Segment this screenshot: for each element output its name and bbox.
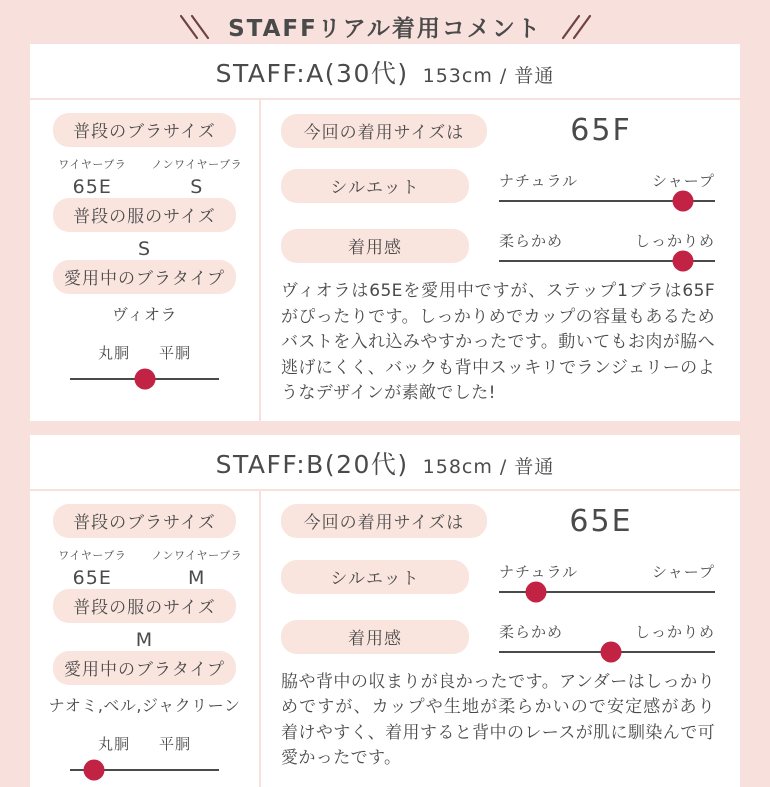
non-wire-bra-label: ノンワイヤーブラ xyxy=(151,158,243,171)
torso-right-label: 平胴 xyxy=(158,344,191,362)
staff-a-profile: 153cm / 普通 xyxy=(422,65,555,87)
favorite-bra-type-label: 愛用中のブラタイプ xyxy=(53,260,236,294)
staff-b-card xyxy=(30,435,740,787)
staff-a-name: STAFF:A(30代) xyxy=(215,59,409,88)
fit-scale-line xyxy=(499,260,715,262)
staff-a-size-panel xyxy=(30,100,261,421)
clothes-size-value: M xyxy=(135,628,154,651)
wire-bra-col xyxy=(40,156,145,198)
wire-bra-label: ワイヤーブラ xyxy=(58,158,127,171)
silhouette-scale-line xyxy=(499,591,715,593)
silhouette-scale-marker xyxy=(672,191,693,212)
wearing-size-value: 65F xyxy=(570,113,632,148)
wire-bra-size-value: 65E xyxy=(72,176,112,198)
fit-scale xyxy=(499,230,715,262)
silhouette-scale-line xyxy=(499,200,715,202)
usual-clothes-size-label: 普段の服のサイズ xyxy=(53,198,236,232)
torso-left-label: 丸胴 xyxy=(98,734,131,753)
page-title-row xyxy=(0,0,770,44)
torso-left-label: 丸胴 xyxy=(98,344,131,362)
fit-label: 着用感 xyxy=(281,229,469,263)
bra-type-value: ヴィオラ xyxy=(111,305,178,324)
fit-scale-line xyxy=(499,651,715,653)
page-title: STAFFリアル着用コメント xyxy=(228,16,542,42)
torso-scale-marker xyxy=(134,369,155,390)
staff-b-header xyxy=(30,435,740,489)
silhouette-label: シルエット xyxy=(281,560,469,594)
torso-shape-scale xyxy=(70,733,219,771)
wearing-size-value: 65E xyxy=(569,503,633,539)
silhouette-row xyxy=(281,169,715,203)
staff-a-card xyxy=(30,44,740,421)
silhouette-left-label: ナチュラル xyxy=(499,562,579,581)
left-double-backslash-icon xyxy=(178,13,210,41)
fit-scale xyxy=(499,621,715,653)
fit-right-label: しっかりめ xyxy=(634,622,715,641)
staff-a-header xyxy=(30,44,740,98)
non-wire-bra-size-value: S xyxy=(190,176,204,198)
fit-scale-marker xyxy=(672,251,693,272)
wearing-size-label: 今回の着用サイズは xyxy=(281,114,487,148)
silhouette-scale xyxy=(499,170,715,202)
wire-bra-size-value: 65E xyxy=(72,566,112,589)
non-wire-bra-label: ノンワイヤーブラ xyxy=(151,548,243,562)
silhouette-right-label: シャープ xyxy=(652,172,715,190)
fit-row xyxy=(281,620,715,654)
wearing-size-row xyxy=(281,504,715,539)
silhouette-scale xyxy=(499,561,715,593)
staff-a-comment: ヴィオラは65Eを愛用中ですが、ステップ1ブラは65Fがぴったりです。しっかりめでカップの容量もあるためバストを入れ込みやすかったです。動いてもお肉が脇へ逃げにくく、バックも背中スッキリでランジェリーのようなデザインが素敵でした! xyxy=(281,281,715,403)
usual-clothes-size-label: 普段の服のサイズ xyxy=(53,589,236,623)
fit-label: 着用感 xyxy=(281,620,469,654)
staff-b-review-panel xyxy=(261,491,740,787)
wire-bra-label: ワイヤーブラ xyxy=(58,548,127,562)
non-wire-bra-col xyxy=(145,547,250,589)
staff-b-size-panel xyxy=(30,491,261,787)
torso-right-label: 平胴 xyxy=(158,734,191,753)
silhouette-row xyxy=(281,560,715,594)
non-wire-bra-size-value: M xyxy=(188,566,206,589)
non-wire-bra-col xyxy=(145,156,250,198)
fit-scale-marker xyxy=(601,641,622,662)
usual-bra-size-label: 普段のブラサイズ xyxy=(53,113,236,147)
right-double-slash-icon xyxy=(560,13,592,41)
silhouette-right-label: シャープ xyxy=(652,562,715,581)
silhouette-left-label: ナチュラル xyxy=(499,172,579,190)
fit-left-label: 柔らかめ xyxy=(499,232,564,250)
favorite-bra-type-label: 愛用中のブラタイプ xyxy=(53,651,236,685)
torso-scale-line xyxy=(70,378,219,380)
silhouette-label: シルエット xyxy=(281,169,469,203)
silhouette-scale-marker xyxy=(525,581,546,602)
bra-type-value: ナオミ,ベル,ジャクリーン xyxy=(48,695,241,715)
staff-b-profile: 158cm / 普通 xyxy=(422,455,555,478)
fit-row xyxy=(281,229,715,263)
wire-bra-col xyxy=(40,547,145,589)
wearing-size-label: 今回の着用サイズは xyxy=(281,504,487,538)
staff-b-comment: 脇や背中の収まりが良かったです。アンダーはしっかりめですが、カップや生地が柔らかいので安定感があり着けやすく、着用すると背中のレースが肌に馴染んで可愛かったです。 xyxy=(281,671,715,768)
staff-a-review-panel xyxy=(261,100,740,421)
torso-shape-scale xyxy=(70,342,219,380)
fit-left-label: 柔らかめ xyxy=(499,622,564,641)
clothes-size-value: S xyxy=(137,238,152,260)
staff-b-name: STAFF:B(20代) xyxy=(215,449,409,479)
usual-bra-size-label: 普段のブラサイズ xyxy=(53,504,236,538)
fit-right-label: しっかりめ xyxy=(634,232,715,250)
wearing-size-row xyxy=(281,113,715,148)
